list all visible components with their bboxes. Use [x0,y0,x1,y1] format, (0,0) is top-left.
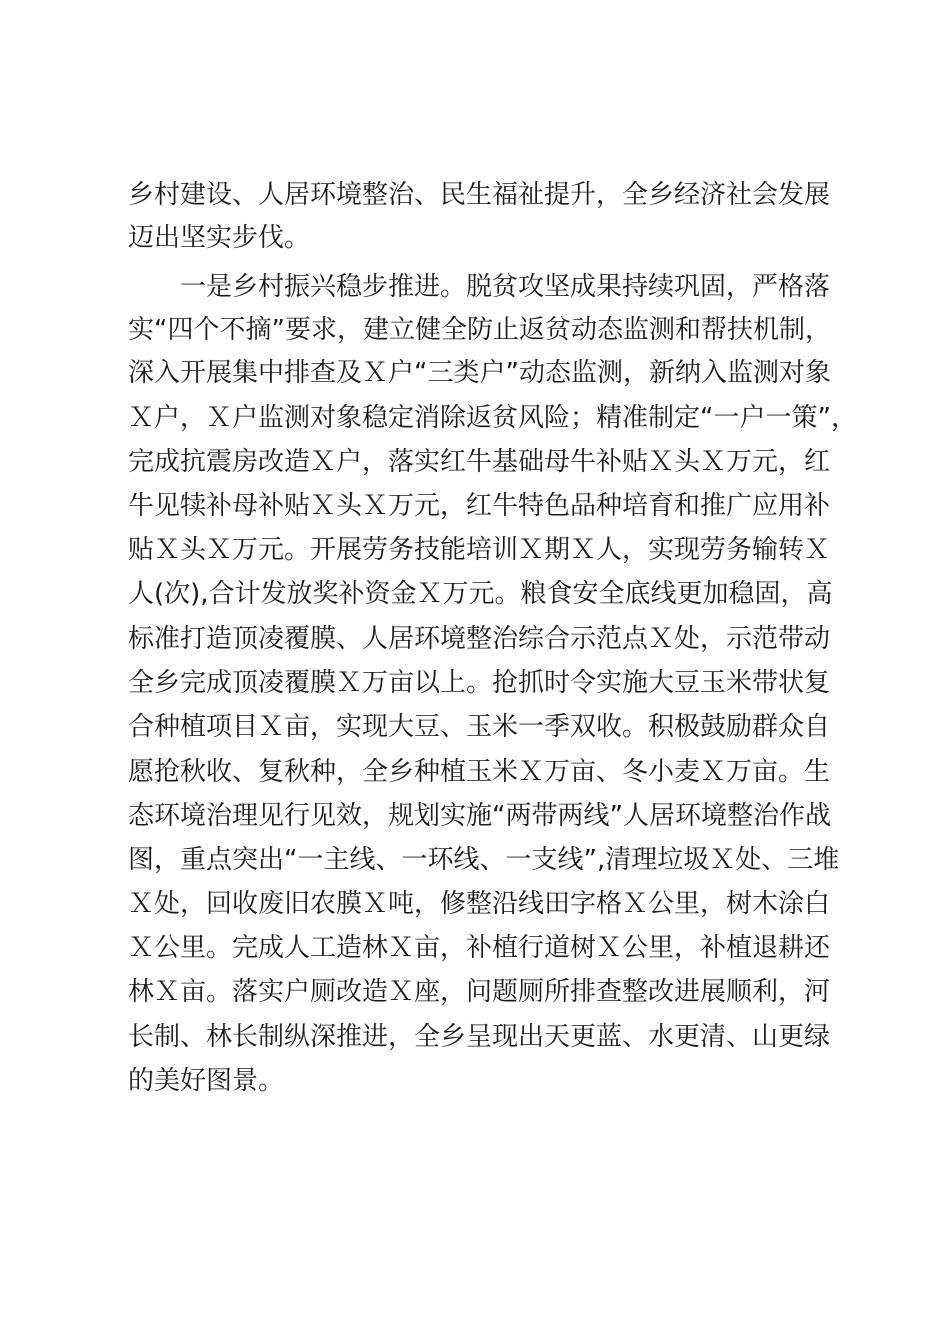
paragraph-line: 贴Ｘ头Ｘ万元。开展劳务技能培训Ｘ期Ｘ人，实现劳务输转Ｘ [128,535,831,565]
paragraph-line: 林Ｘ亩。落实户厕改造Ｘ座，问题厕所排查整改进展顺利，河 [128,977,831,1007]
paragraph-line: 愿抢秋收、复秋种，全乡种植玉米Ｘ万亩、冬小麦Ｘ万亩。生 [128,757,831,787]
paragraph-line: 标准打造顶凌覆膜、人居环境整治综合示范点Ｘ处，示范带动 [128,624,831,654]
paragraph-line: 合种植项目Ｘ亩，实现大豆、玉米一季双收。积极鼓励群众自 [128,712,831,742]
paragraph-line: 深入开展集中排查及Ｘ户“三类户”动态监测，新纳入监测对象 [128,358,831,388]
paragraph-line: Ｘ户，Ｘ户监测对象稳定消除返贫风险；精准制定“一户一策”， [128,403,857,433]
paragraph-line: 图，重点突出“一主线、一环线、一支线”,清理垃圾Ｘ处、三堆 [128,845,840,875]
paragraph-line: Ｘ处，回收废旧农膜Ｘ吨，修整沿线田字格Ｘ公里，树木涂白 [128,889,831,919]
paragraph-line: 的美好图景。 [128,1066,285,1096]
paragraph-line: Ｘ公里。完成人工造林Ｘ亩，补植行道树Ｘ公里，补植退耕还 [128,933,831,963]
paragraph-line: 牛见犊补母补贴Ｘ头Ｘ万元，红牛特色品种培育和推广应用补 [128,491,831,521]
paragraph-line: 乡村建设、人居环境整治、民生福祉提升，全乡经济社会发展 [128,180,831,210]
paragraph-line: 迈出坚实步伐。 [128,223,311,253]
paragraph-line: 态环境治理见行见效，规划实施“两带两线”人居环境整治作战 [128,801,831,831]
paragraph-line: 全乡完成顶凌覆膜Ｘ万亩以上。抢抓时令实施大豆玉米带状复 [128,668,831,698]
paragraph-line: 长制、林长制纵深推进，全乡呈现出天更蓝、水更清、山更绿 [128,1022,831,1052]
paragraph-line: 实“四个不摘”要求，建立健全防止返贫动态监测和帮扶机制， [128,315,831,345]
paragraph-first-line: 一是乡村振兴稳步推进。脱贫攻坚成果持续巩固，严格落 [180,272,831,302]
paragraph-line: 完成抗震房改造Ｘ户，落实红牛基础母牛补贴Ｘ头Ｘ万元，红 [128,447,831,477]
paragraph-line: 人(次),合计发放奖补资金Ｘ万元。粮食安全底线更加稳固，高 [128,579,833,609]
